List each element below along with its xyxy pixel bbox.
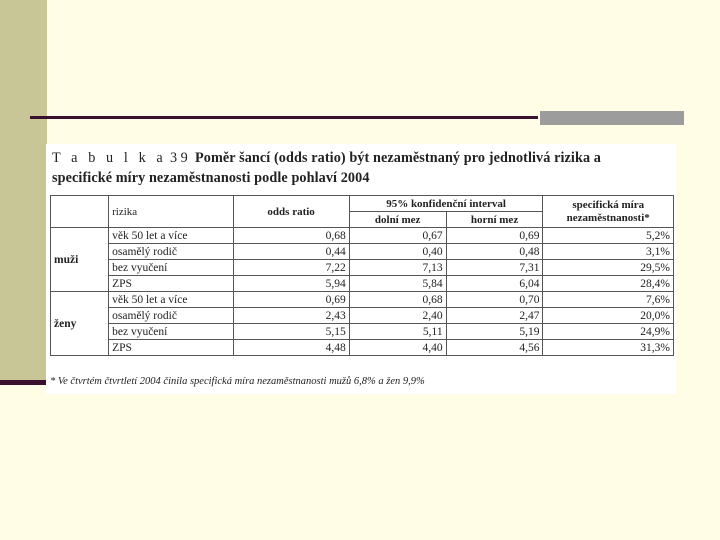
rate-cell: 3,1% [543,244,674,260]
title-divider-accent [540,111,684,125]
table-title-line-1 [52,148,674,168]
upper-cell: 7,31 [446,260,543,276]
header-row-1 [51,196,674,212]
risk-cell: věk 50 let a více [109,292,233,308]
table-number: 39 [169,150,192,166]
group-label-men: muži [51,228,109,292]
risk-cell: osamělý rodič [109,308,233,324]
upper-cell: 6,04 [446,276,543,292]
odds-cell: 5,15 [233,324,349,340]
scanned-table-image [46,144,676,394]
table-row [51,324,674,340]
odds-ratio-table [50,195,674,356]
odds-cell: 5,94 [233,276,349,292]
header-lower-bound: dolní mez [349,212,446,228]
header-specific-rate: specifická míra nezaměstnanosti* [543,196,674,228]
upper-cell: 0,70 [446,292,543,308]
risk-cell: věk 50 let a více [109,228,233,244]
table-row [51,292,674,308]
odds-cell: 4,48 [233,340,349,356]
lower-cell: 5,84 [349,276,446,292]
rate-cell: 31,3% [543,340,674,356]
header-upper-bound: horní mez [446,212,543,228]
table-row [51,228,674,244]
table-title-line-2: specifické míry nezaměstnanosti podle pohlaví 2004 [52,170,370,186]
table-title [52,148,674,188]
header-rizika: rizika [109,196,233,228]
rate-cell: 20,0% [543,308,674,324]
odds-cell: 2,43 [233,308,349,324]
rate-cell: 5,2% [543,228,674,244]
lower-cell: 5,11 [349,324,446,340]
table-row [51,308,674,324]
odds-cell: 0,44 [233,244,349,260]
upper-cell: 2,47 [446,308,543,324]
header-odds-ratio: odds ratio [233,196,349,228]
lower-cell: 7,13 [349,260,446,276]
table-row [51,244,674,260]
left-decorative-bar [0,0,47,382]
upper-cell: 0,69 [446,228,543,244]
header-group-cell [51,196,109,228]
risk-cell: bez vyučení [109,324,233,340]
rate-cell: 24,9% [543,324,674,340]
upper-cell: 0,48 [446,244,543,260]
group-label-women: ženy [51,292,109,356]
table-title-text: Poměr šancí (odds ratio) být nezaměstnaný pro jednotlivá rizika a [195,150,601,166]
risk-cell: osamělý rodič [109,244,233,260]
risk-cell: ZPS [109,276,233,292]
rate-cell: 29,5% [543,260,674,276]
upper-cell: 4,56 [446,340,543,356]
rate-cell: 28,4% [543,276,674,292]
title-divider-line [30,116,538,119]
upper-cell: 5,19 [446,324,543,340]
odds-cell: 7,22 [233,260,349,276]
table-row [51,340,674,356]
rate-cell: 7,6% [543,292,674,308]
odds-cell: 0,69 [233,292,349,308]
lower-cell: 2,40 [349,308,446,324]
lower-cell: 4,40 [349,340,446,356]
header-confidence-interval: 95% konfidenční interval [349,196,543,212]
table-label: T a b u l k a [52,150,167,166]
risk-cell: bez vyučení [109,260,233,276]
table-footnote: * Ve čtvrtém čtvrtletí 2004 činila specifická míra nezaměstnanosti mužů 6,8% a žen 9,9% [50,376,425,387]
table-row [51,276,674,292]
lower-cell: 0,67 [349,228,446,244]
table-row [51,260,674,276]
lower-cell: 0,40 [349,244,446,260]
lower-cell: 0,68 [349,292,446,308]
odds-cell: 0,68 [233,228,349,244]
risk-cell: ZPS [109,340,233,356]
left-accent-mark [0,380,47,385]
